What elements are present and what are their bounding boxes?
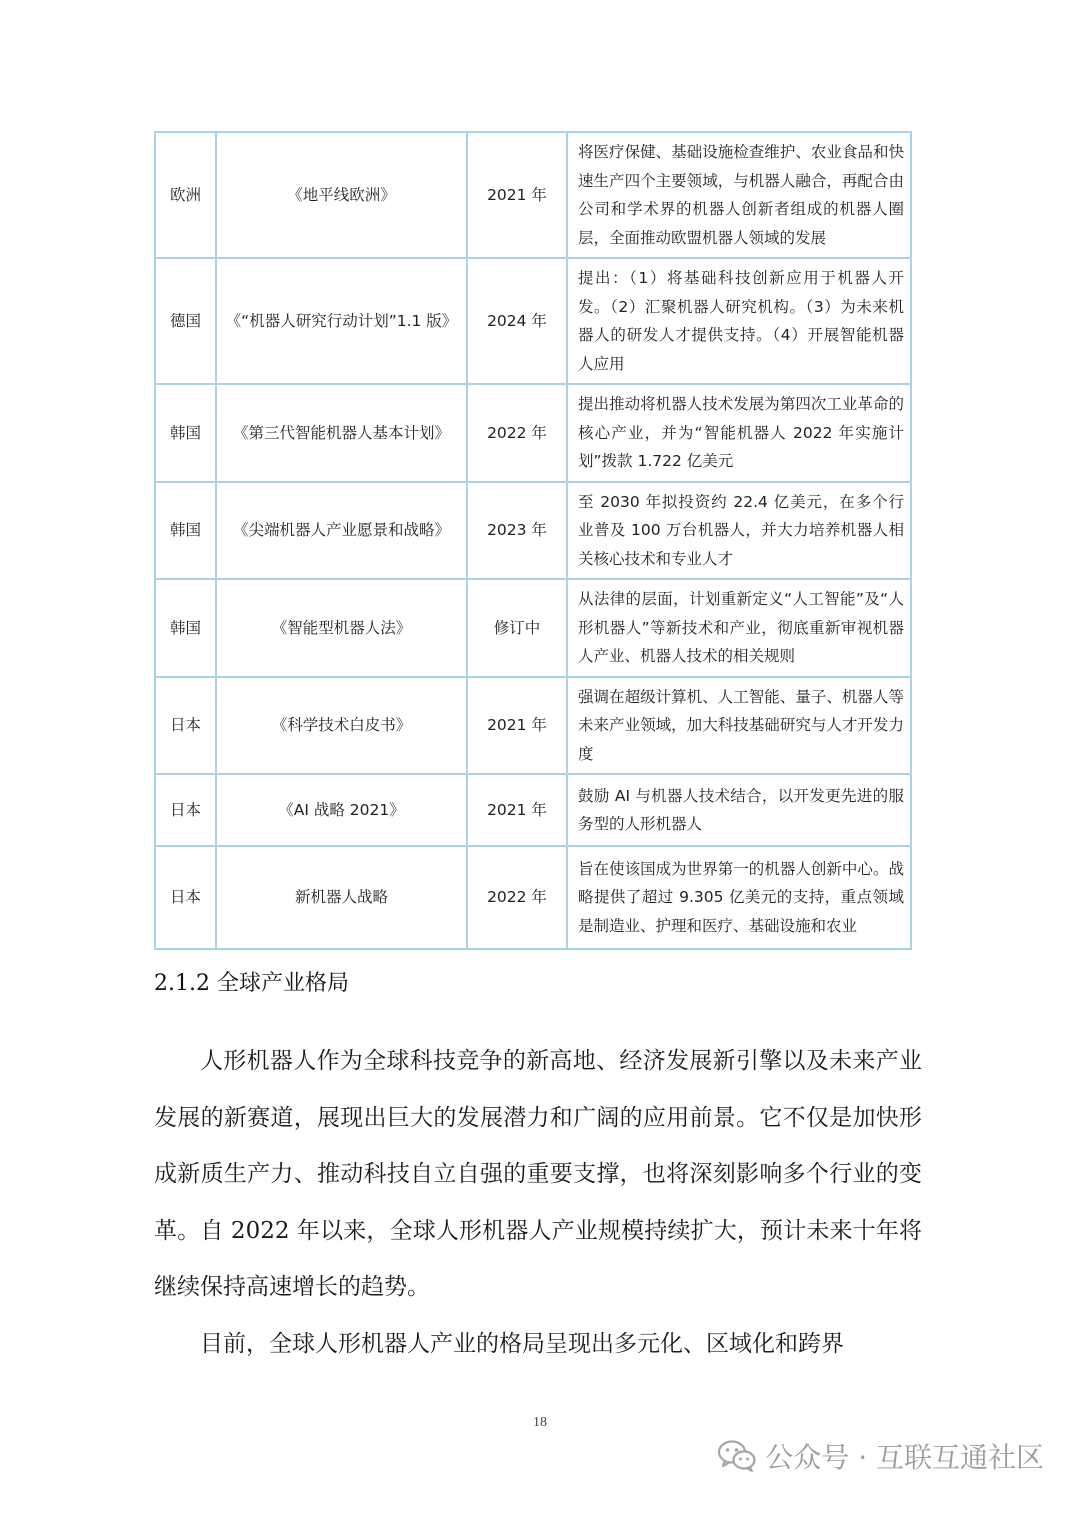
cell-region: 韩国	[155, 482, 216, 580]
cell-policy: 《科学技术白皮书》	[216, 677, 467, 775]
cell-year: 修订中	[467, 579, 567, 677]
cell-year: 2022 年	[467, 384, 567, 482]
cell-content: 鼓励 AI 与机器人技术结合，以开发更先进的服务型的人形机器人	[567, 774, 911, 846]
body-paragraph: 人形机器人作为全球科技竞争的新高地、经济发展新引擎以及未来产业发展的新赛道，展现出巨大的发展潜力和广阔的应用前景。它不仅是加快形成新质生产力、推动科技自立自强的重要支撑，也将深刻影响多个行业的变革。自 2022 年以来，全球人形机器人产业规模持续扩大，预计未来十年将继续保持高速增长的趋势。	[154, 1048, 922, 1300]
table-row	[155, 846, 911, 949]
cell-content: 将医疗保健、基础设施检查维护、农业食品和快速生产四个主要领域，与机器人融合，再配合由公司和学术界的机器人创新者组成的机器人圈层，全面推动欧盟机器人领域的发展	[567, 132, 911, 258]
cell-region: 日本	[155, 774, 216, 846]
cell-policy: 《智能型机器人法》	[216, 579, 467, 677]
cell-policy: 《尖端机器人产业愿景和战略》	[216, 482, 467, 580]
cell-content: 提出推动将机器人技术发展为第四次工业革命的核心产业，并为“智能机器人 2022 年实施计划”拨款 1.722 亿美元	[567, 384, 911, 482]
table-row	[155, 677, 911, 775]
wechat-icon	[717, 1439, 757, 1473]
cell-policy: 《第三代智能机器人基本计划》	[216, 384, 467, 482]
cell-region: 韩国	[155, 579, 216, 677]
table-row	[155, 384, 911, 482]
cell-region: 德国	[155, 258, 216, 384]
cell-year: 2023 年	[467, 482, 567, 580]
cell-policy: 新机器人战略	[216, 846, 467, 949]
cell-year: 2021 年	[467, 132, 567, 258]
cell-year: 2024 年	[467, 258, 567, 384]
cell-region: 日本	[155, 846, 216, 949]
page-number: 18	[533, 1415, 547, 1430]
cell-region: 日本	[155, 677, 216, 775]
cell-content: 强调在超级计算机、人工智能、量子、机器人等未来产业领域，加大科技基础研究与人才开发力度	[567, 677, 911, 775]
cell-year: 2021 年	[467, 677, 567, 775]
table-row	[155, 132, 911, 258]
body-paragraph: 目前，全球人形机器人产业的格局呈现出多元化、区域化和跨界	[200, 1331, 844, 1357]
cell-year: 2021 年	[467, 774, 567, 846]
cell-content: 从法律的层面，计划重新定义“人工智能”及“人形机器人”等新技术和产业，彻底重新审视机器人产业、机器人技术的相关规则	[567, 579, 911, 677]
table-row	[155, 258, 911, 384]
policy-table	[154, 131, 912, 950]
cell-policy: 《“机器人研究行动计划”1.1 版》	[216, 258, 467, 384]
footer-label: 公众号 · 互联互通社区	[765, 1441, 1044, 1474]
cell-content: 旨在使该国成为世界第一的机器人创新中心。战略提供了超过 9.305 亿美元的支持，重点领域是制造业、护理和医疗、基础设施和农业	[567, 846, 911, 949]
cell-policy: 《地平线欧洲》	[216, 132, 467, 258]
cell-region: 欧洲	[155, 132, 216, 258]
section-heading: 2.1.2 全球产业格局	[154, 971, 349, 996]
table-row	[155, 774, 911, 846]
table-row	[155, 579, 911, 677]
table-row	[155, 482, 911, 580]
footer-watermark	[717, 1436, 1044, 1476]
cell-policy: 《AI 战略 2021》	[216, 774, 467, 846]
cell-content: 至 2030 年拟投资约 22.4 亿美元，在多个行业普及 100 万台机器人，并大力培养机器人相关核心技术和专业人才	[567, 482, 911, 580]
cell-region: 韩国	[155, 384, 216, 482]
cell-year: 2022 年	[467, 846, 567, 949]
cell-content: 提出：（1）将基础科技创新应用于机器人开发。（2）汇聚机器人研究机构。（3）为未来机器人的研发人才提供支持。（4）开展智能机器人应用	[567, 258, 911, 384]
